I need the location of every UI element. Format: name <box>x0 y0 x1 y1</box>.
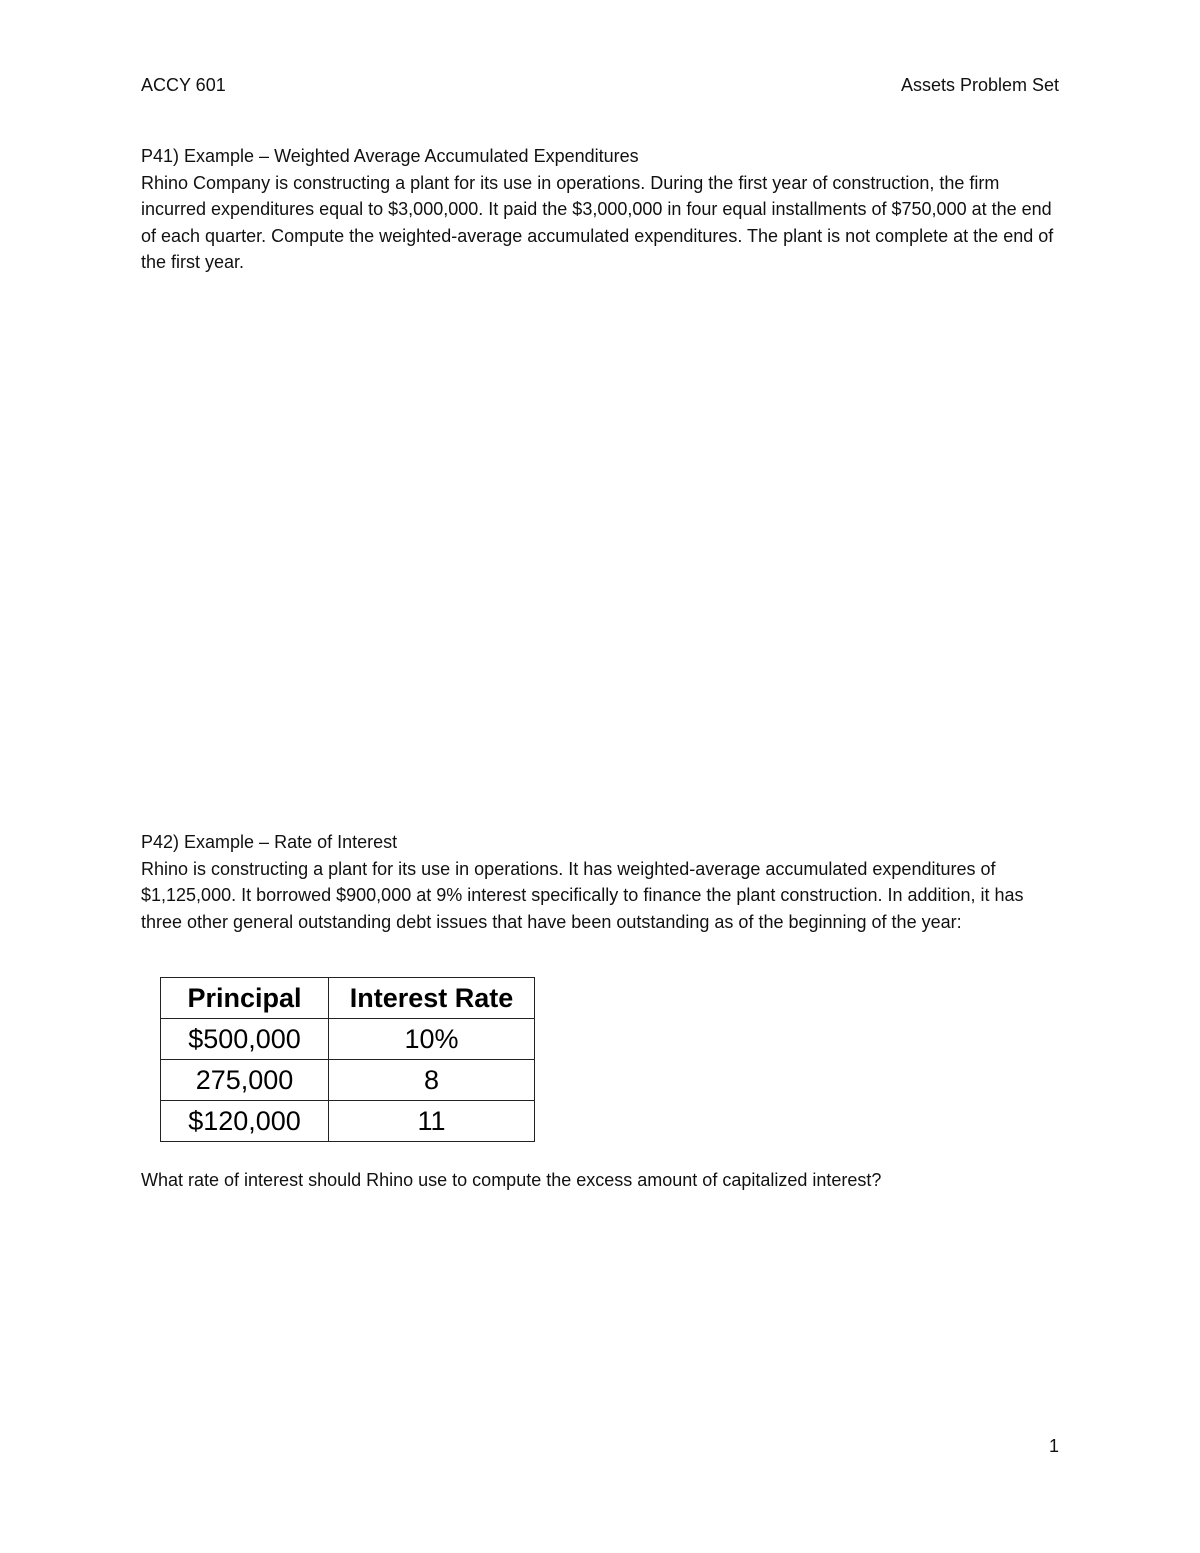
principal-cell: $500,000 <box>161 1019 329 1060</box>
principal-cell: $120,000 <box>161 1101 329 1142</box>
problem-body: Rhino is constructing a plant for its use in operations. It has weighted-average accumulated expenditures of $1,125,000. It borrowed $900,000 at 9% interest specifically to finance the plant construction. In addition, it has three other general outstanding debt issues that have been outstanding as of the beginning of the year: <box>141 858 1024 932</box>
page-number: 1 <box>1048 1436 1059 1456</box>
problem-title: P42) Example – Rate of Interest <box>141 832 398 852</box>
interest-rate-cell: 11 <box>329 1101 535 1142</box>
problem-question: What rate of interest should Rhino use to compute the excess amount of capitalized interest? <box>141 1170 882 1190</box>
table-header-row <box>161 978 535 1019</box>
principal-cell: 275,000 <box>161 1060 329 1101</box>
table-row <box>161 1101 535 1142</box>
table-row <box>161 1060 535 1101</box>
debt-issues-table <box>160 977 535 1142</box>
problem-body: Rhino Company is constructing a plant for its use in operations. During the first year of construction, the firm incurred expenditures equal to $3,000,000. It paid the $3,000,000 in four equal installments of $750,000 at the end of each quarter. Compute the weighted-average accumulated expenditures. The plant is not complete at the end of the first year. <box>141 172 1054 272</box>
interest-rate-cell: 10% <box>329 1019 535 1060</box>
table-row <box>161 1019 535 1060</box>
problem-title: P41) Example – Weighted Average Accumulated Expenditures <box>141 146 639 166</box>
problem-p42 <box>141 829 1061 935</box>
problem-p41 <box>141 143 1061 276</box>
interest-rate-header: Interest Rate <box>329 978 535 1019</box>
document-title: Assets Problem Set <box>900 75 1059 95</box>
interest-rate-cell: 8 <box>329 1060 535 1101</box>
principal-header: Principal <box>161 978 329 1019</box>
course-code: ACCY 601 <box>141 75 226 95</box>
